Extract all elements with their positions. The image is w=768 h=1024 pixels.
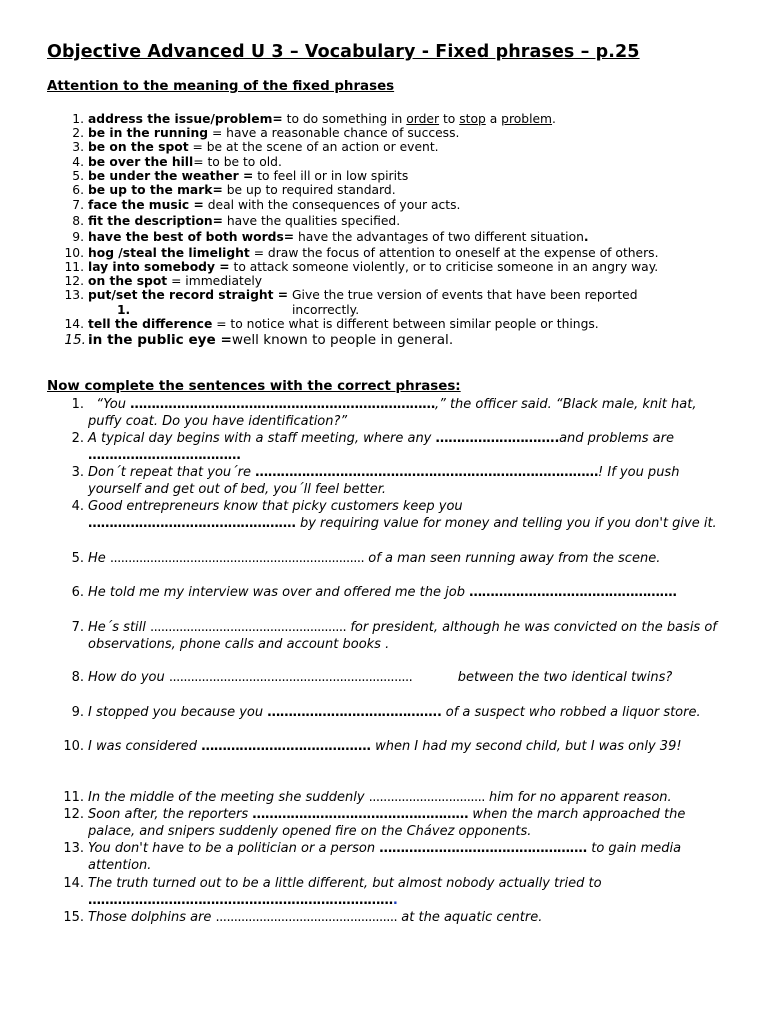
answer-blank: …………………………………………… — [252, 807, 469, 822]
sentence-item: 9. I stopped you because you ………………………………….. of a suspect who robbed a liquor store. — [71, 705, 701, 720]
answer-blank: ................................ — [368, 790, 485, 805]
answer-blank: ……………………….. — [435, 431, 560, 446]
definition-term: be on the spot — [88, 140, 189, 154]
answer-blank: ……………………………………………………………………… — [255, 465, 599, 480]
definition-item: 3. be on the spot = be at the scene of an action or event. — [72, 140, 439, 154]
sentence-item: 14. The truth turned out to be a little different, but almost nobody actually tried to ………………………………………………………………. — [63, 876, 602, 908]
definition-item: 12. on the spot = immediately — [64, 274, 263, 288]
answer-blank: ...................................................... — [150, 620, 347, 635]
section1-heading: Attention to the meaning of the fixed phrases — [47, 79, 395, 94]
definition-item: 1. address the issue/problem= to do something in order to stop a problem. — [72, 112, 556, 126]
answer-blank: ................................................................... — [168, 670, 413, 685]
answer-blank: ……………………………… — [88, 448, 241, 463]
definition-continuation: incorrectly. — [292, 303, 360, 317]
definition-item: 2. be in the running = have a reasonable chance of success. — [72, 126, 460, 140]
answer-blank: …………………………………………. — [469, 585, 677, 600]
definition-item: 4. be over the hill= to be to old. — [72, 155, 282, 169]
definition-item: 11. lay into somebody = to attack someone violently, or to criticise someone in an angry way. — [64, 260, 659, 274]
answer-blank: …………………………………. — [201, 739, 371, 754]
answer-blank: ...................................................................... — [109, 551, 365, 566]
definition-term: put/set the record straight = — [88, 288, 289, 302]
answer-blank: ……………………………………………………………… — [130, 397, 435, 412]
sentence-item: 12. Soon after, the reporters …………………………………………… when the march approached the palace, and snipers suddenly opened fire on the Chávez opponents. — [63, 807, 686, 839]
definition-term: lay into somebody = — [88, 260, 230, 274]
definition-term: have the best of both words= — [88, 230, 295, 244]
definition-term: face the music = — [88, 198, 204, 212]
answer-blank: …………………………………………. — [88, 516, 296, 531]
sentence-item: 11. In the middle of the meeting she suddenly ................................ him for no apparent reason. — [63, 790, 672, 805]
sentence-item: 10. I was considered …………………………………. when I had my second child, but I was only 39! — [63, 739, 682, 754]
definition-term: be up to the mark= — [88, 183, 223, 197]
definition-item: 9. have the best of both words= have the advantages of two different situation. — [72, 230, 589, 244]
definition-term: tell the difference — [88, 317, 213, 331]
answer-blank: ………………………………….. — [267, 705, 442, 720]
definition-term: in the public eye = — [88, 332, 232, 348]
sentence-item: 7. He´s still ...................................................... for president, although he was convicted on the basis of observations, phone calls and account books . — [71, 620, 717, 652]
sentence-item: 6. He told me my interview was over and offered me the job …………………………………………. — [71, 585, 677, 600]
definition-item: 15. in the public eye =well known to people in general. — [64, 332, 454, 348]
page-title: Objective Advanced U 3 – Vocabulary - Fixed phrases – p.25 — [47, 42, 640, 62]
definition-term: be under the weather = — [88, 169, 254, 183]
answer-blank: .................................................. — [215, 910, 398, 925]
answer-blank: ……………………………………………………………… — [88, 893, 393, 908]
definition-sub-number: 1. — [117, 303, 131, 317]
definition-term: be in the running — [88, 126, 209, 140]
definition-item: 10. hog /steal the limelight = draw the focus of attention to oneself at the expense of others. — [64, 246, 659, 260]
section2-heading: Now complete the sentences with the correct phrases: — [47, 379, 461, 394]
sentence-item: 3. Don´t repeat that you´re ………………………………………………………………………! If you push yourself and get out of bed, you´ll feel better. — [71, 465, 680, 497]
sentence-item: 4. Good entrepreneurs know that picky customers keep you …………………………………………. by requiring value for money and telling you if you don't give it. — [71, 499, 717, 531]
definition-item: 7. face the music = deal with the consequences of your acts. — [72, 198, 461, 212]
answer-blank: …………………………………………. — [379, 841, 588, 856]
definition-item: 5. be under the weather = to feel ill or in low spirits — [72, 169, 409, 183]
definition-term: be over the hill — [88, 155, 194, 169]
sentence-item: 8. How do you ................................................................... between the two identical twins? — [71, 670, 673, 685]
definition-term: hog /steal the limelight — [88, 246, 250, 260]
definition-item: 6. be up to the mark= be up to required standard. — [72, 183, 396, 197]
definition-term: address the issue/problem= — [88, 112, 283, 126]
definition-term: fit the description= — [88, 214, 223, 228]
definition-item: 8. fit the description= have the qualities specified. — [72, 214, 401, 228]
sentence-item: 2. A typical day begins with a staff meeting, where any ………………………..and problems are ……………………………… — [71, 431, 674, 463]
sentence-item: 5. He ...................................................................... of a man seen running away from the scene. — [71, 551, 661, 566]
sentence-item: 1. “You ………………………………………………………………,” the officer said. “Black male, knit hat, puffy coat. Do you have identification?” — [71, 397, 697, 429]
definition-item: 14. tell the difference = to notice what is different between similar people or things. — [64, 317, 599, 331]
sentence-item: 13. You don't have to be a politician or a person …………………………………………. to gain media attention. — [63, 841, 682, 873]
definition-term: on the spot — [88, 274, 168, 288]
definition-item: 13. put/set the record straight = Give the true version of events that have been reported — [64, 288, 638, 302]
sentence-item: 15. Those dolphins are .................................................. at the aquatic centre. — [63, 910, 543, 925]
